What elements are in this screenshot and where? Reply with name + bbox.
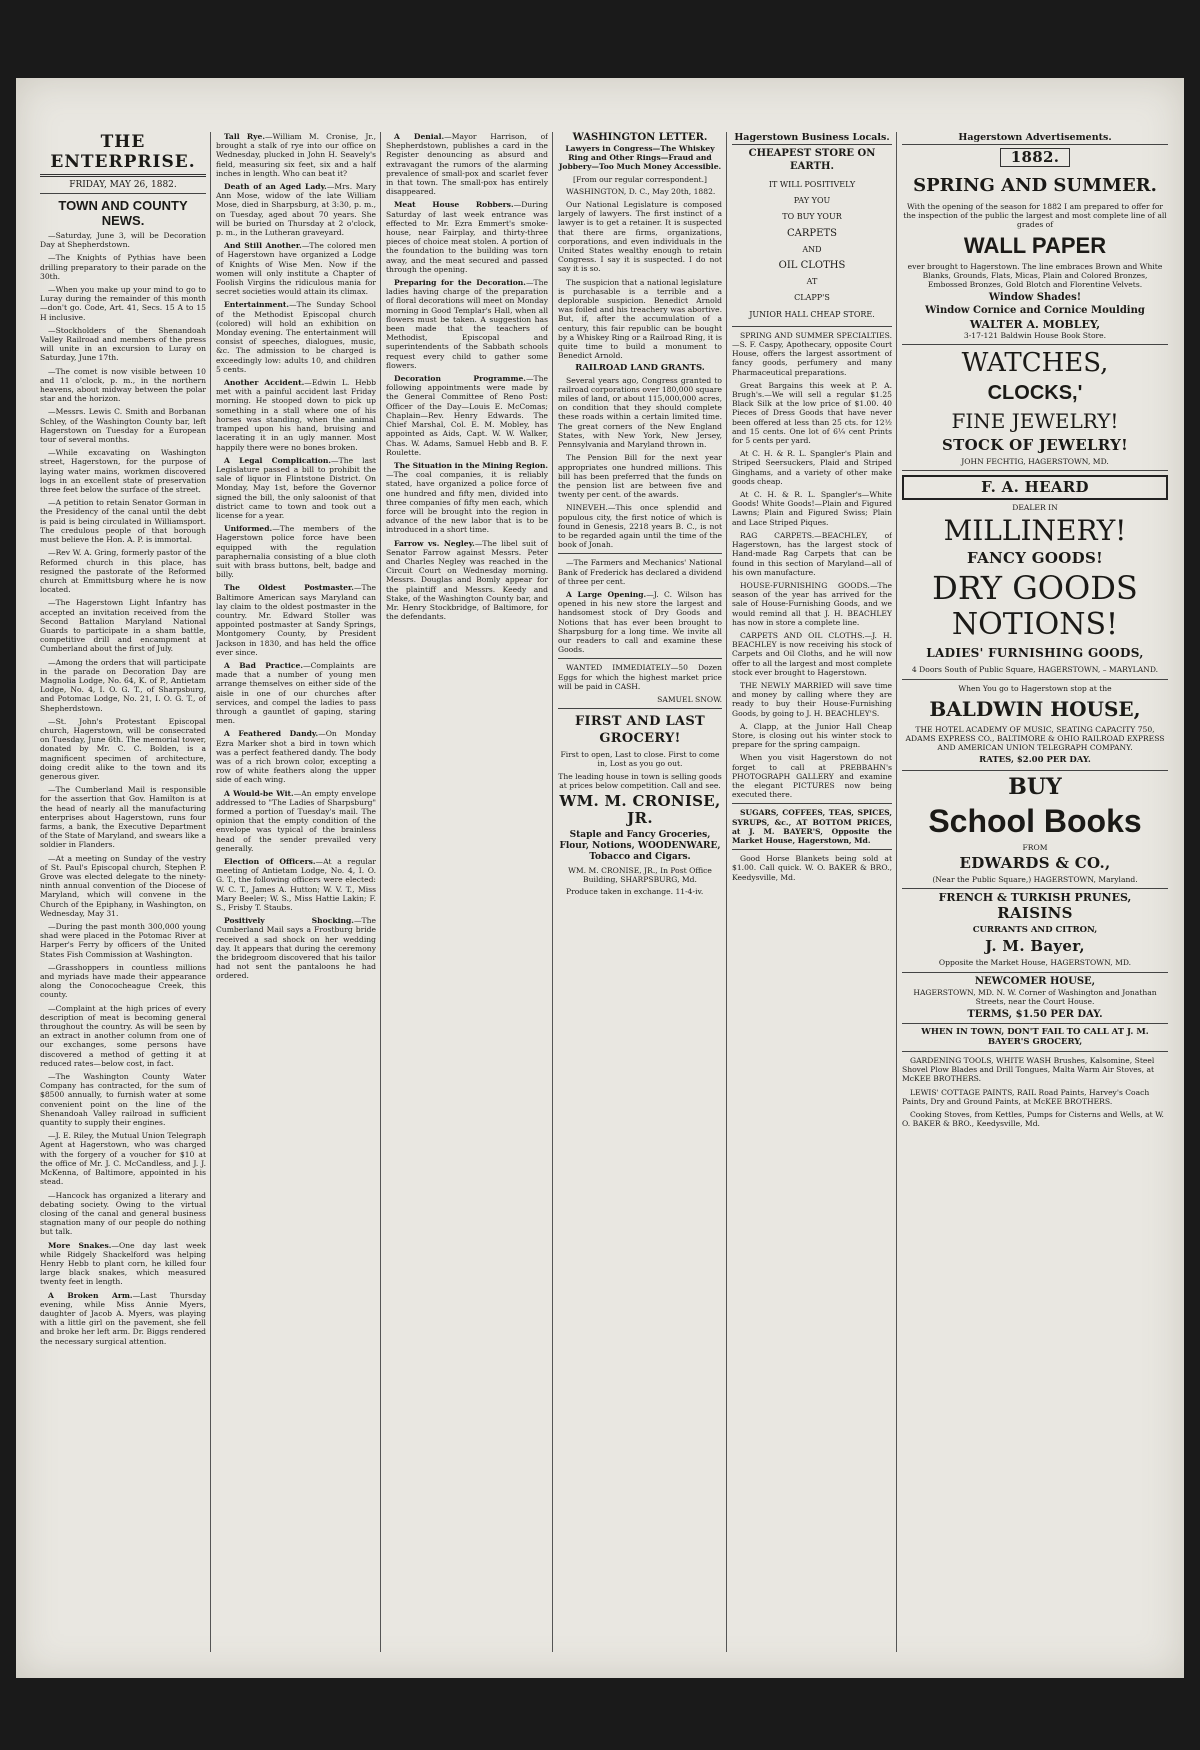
wallpaper-text: ever brought to Hagerstown. The line embraces Brown and White Blanks, Grounds, Flats, Micas, Plain and Colored Bronzes, Embossed Bronzes, Gold Blotch and Florentine Velvets. bbox=[907, 261, 1163, 290]
mobley-name: WALTER A. MOBLEY, bbox=[969, 317, 1101, 331]
paints-ad: LEWIS' COTTAGE PAINTS, RAIL Road Paints, Harvey's Coach Paints, Dry and Ground Paints, at McKEE BROTHERS. bbox=[902, 1087, 1150, 1106]
column-3 bbox=[386, 132, 548, 1652]
letter-subheading: Lawyers in Congress—The Whiskey Ring and Other Rings—Fraud and Jobbery—Too Much Money Accessible. bbox=[558, 144, 722, 172]
mobley-address: 3-17-121 Baldwin House Book Store. bbox=[963, 330, 1107, 340]
wanted-notice: WANTED IMMEDIATELY—50 Dozen Eggs for which the highest market price will be paid in CASH. bbox=[558, 663, 722, 691]
masthead-title: THE ENTERPRISE. bbox=[40, 132, 206, 177]
article bbox=[216, 132, 376, 178]
article-text: —On Monday Ezra Marker shot a bird in town which was a perfect feathered dandy. The body was of a rich brown color, excepting a row of white feathers along the upper side of each wing. bbox=[216, 729, 376, 785]
article-text: —The members of the Hagerstown police force have been equipped with the regulation paraphernalia consisting of a blue cloth suit with brass buttons, belt, badge and billy. bbox=[216, 524, 376, 580]
news-item: —A petition to retain Senator Gorman in the Presidency of the canal until the debt is paid is being circulated in Williamsport. The credulous people of that borough must believe the Hon. A. P. is immortal. bbox=[40, 498, 206, 545]
article-text: —One day last week while Ridgely Shackelford was helping Henry Hebb to plant corn, he killed four large black snakes, which measured twenty feet in length. bbox=[40, 1240, 206, 1287]
cheap-store-line: AND bbox=[802, 244, 822, 254]
correspondent-note: [From our regular correspondent.] bbox=[573, 174, 707, 184]
article bbox=[216, 661, 376, 725]
subheading: RAILROAD LAND GRANTS. bbox=[575, 363, 705, 374]
drygoods-title: DRY GOODS bbox=[932, 569, 1138, 608]
article-heading: Decoration Programme. bbox=[394, 374, 526, 384]
edwards-name: EDWARDS & CO., bbox=[959, 853, 1111, 872]
article-text: —The Sunday School of the Methodist Episcopal church (colored) will hold an exhibition on Monday evening. The entertainment will consist of speeches, dialogues, music, &c. The admission to be charged is exceedingly low: adults 10, and children 5 cents. bbox=[216, 300, 376, 374]
news-item: —The Cumberland Mail is responsible for the assertion that Gov. Hamilton is at the head of nearly all the manufacturing enterprises about Hagerstown, runs four farms, a bank, the Executive Department of the State of Maryland, and swears like a soldier in Flanders. bbox=[40, 785, 206, 850]
article-text: —The Baltimore American says Maryland can lay claim to the oldest postmaster in the country. Mr. Edward Stoller was appointed postmaster at Sandy Springs, Montgomery County, by President Jackson in 1830, and has held the office ever since. bbox=[216, 583, 376, 657]
clocks-title: CLOCKS,' bbox=[987, 382, 1083, 405]
news-item: —When you make up your mind to go to Luray during the remainder of this month—don't go. Code, Art. 41, Secs. 15 A to 15 H inclusive. bbox=[40, 285, 206, 322]
article-text: —Last Thursday evening, while Miss Annie Myers, daughter of Jacob A. Myers, was playing with a little girl on the pavement, she fell and broke her left arm. Dr. Biggs rendered the necessary surgical attention. bbox=[40, 1290, 206, 1346]
news-item: —The Hagerstown Light Infantry has accepted an invitation received from the Second Battalion Maryland National Guards to participate in a sham battle, competitive drill and encampment at Cumberland about the first of July. bbox=[40, 598, 206, 654]
article-heading: A Broken Arm. bbox=[48, 1290, 133, 1300]
article-heading: The Situation in the Mining Region. bbox=[394, 460, 548, 470]
news-item: —Complaint at the high prices of every description of meat is becoming general throughout the country. As will be seen by an extract in another column from one of our exchanges, some persons have discovered a method of getting it at reduced rates—below cost, in fact. bbox=[40, 1003, 206, 1068]
wallpaper-title: WALL PAPER bbox=[963, 232, 1107, 258]
local-item: SPRING AND SUMMER SPECIALTIES.—S. F. Caspy, Apothecary, opposite Court House, offers the largest assortment of fancy goods, perfumery and many Pharmaceutical preparations. bbox=[732, 330, 892, 377]
ads-heading: Hagerstown Advertisements. bbox=[902, 132, 1168, 145]
news-item: —The Washington County Water Company has contracted, for the sum of $8500 annually, to furnish water at some convenient point on the line of the Shenandoah Valley railroad in sufficient quantity to supply their engines. bbox=[40, 1072, 206, 1128]
article-heading: Positively Shocking. bbox=[224, 916, 354, 926]
baldwin-lead: When You go to Hagerstown stop at the bbox=[958, 683, 1112, 693]
column-5 bbox=[732, 132, 892, 1652]
article-heading: Entertainment. bbox=[224, 300, 290, 310]
article-heading: The Oldest Postmaster. bbox=[224, 583, 354, 593]
article-heading: Another Accident. bbox=[224, 378, 305, 388]
section-heading: TOWN AND COUNTY NEWS. bbox=[58, 198, 188, 228]
article-text: —Complaints are made that a number of young men arrange themselves on either side of the aisle in one of our churches after services, and compel the ladies to pass through a gauntlet of gaping, staring men. bbox=[216, 660, 376, 726]
article-text: —Mayor Harrison, of Shepherdstown, publishes a card in the Register denouncing as absurd and extravagant the rumors of the alarming prevalence of small-pox and scarlet fever in that town. The small-pox has entirely disappeared. bbox=[386, 132, 548, 197]
watches-title: WATCHES, bbox=[961, 348, 1109, 379]
article bbox=[216, 916, 376, 980]
intown-ad: WHEN IN TOWN, DON'T FAIL TO CALL AT J. M. BAYER'S GROCERY, bbox=[921, 1027, 1149, 1047]
article-heading: A Bad Practice. bbox=[224, 660, 303, 670]
grocery-owner: WM. M. CRONISE, JR. bbox=[559, 791, 721, 827]
newcomer-address: HAGERSTOWN, MD. N. W. Corner of Washington and Jonathan Streets, near the Court House. bbox=[913, 987, 1157, 1007]
article-heading: A Legal Complication. bbox=[224, 455, 332, 465]
letter-paragraph: Our National Legislature is composed largely of lawyers. The first instinct of a lawyer is to get a retainer. It is suspected that there are firms, organizations, corporations, and even individuals in the United States wealthy enough to retain Congress. I say it is suspected. I do not say it is so. bbox=[558, 200, 722, 274]
article bbox=[216, 182, 376, 237]
grocery-title: FIRST AND LAST GROCERY! bbox=[575, 714, 705, 747]
bayer-name: J. M. Bayer, bbox=[985, 937, 1085, 956]
news-item: —During the past month 300,000 young shad were placed in the Potomac River at Harper's Ferry by officers of the United States Fish Commission at Washington. bbox=[40, 922, 206, 959]
article bbox=[216, 300, 376, 374]
column-rule bbox=[552, 132, 553, 1652]
news-item: —Saturday, June 3, will be Decoration Day at Shepherdstown. bbox=[40, 231, 206, 250]
cheap-store-line: CLAPP'S bbox=[794, 293, 830, 303]
letter-paragraph: The suspicion that a national legislature is purchasable is a terrible and a deplorable suspicion. Benedict Arnold was foiled and his treachery was abortive. But, if, after the accumulation of a century, this fair republic can be bought by a Whiskey Ring or a Railroad Ring, it is quite time to build a monument to Benedict Arnold. bbox=[558, 277, 722, 361]
article bbox=[386, 132, 548, 196]
news-item: —J. E. Riley, the Mutual Union Telegraph Agent at Hagerstown, who was charged with the forgery of a voucher for $10 at the office of Mr. J. C. McCandless, and J. J. McKenna, of Baltimore, appointed in his stead. bbox=[40, 1131, 206, 1187]
news-item: —Stockholders of the Shenandoah Valley Railroad and members of the press will unite in an excursion to Luray on Saturday, June 17th. bbox=[40, 325, 206, 363]
cheap-store-line: IT WILL POSITIVELY bbox=[768, 180, 856, 189]
local-items bbox=[732, 331, 892, 800]
notions-title: NOTIONS! bbox=[951, 607, 1119, 643]
furnishing-title: LADIES' FURNISHING GOODS, bbox=[926, 646, 1144, 661]
wanted-signature: SAMUEL SNOW. bbox=[657, 694, 722, 704]
letter-heading: WASHINGTON LETTER. bbox=[572, 132, 708, 143]
column-rule bbox=[210, 132, 211, 1652]
spring-title: SPRING AND SUMMER. bbox=[913, 175, 1157, 196]
article-text: —Edwin L. Hebb met with a painful accident last Friday morning. He stooped down to pick up something in a stall where one of his horses was standing, when the animal tramped upon his hand, bruising and lacerating it in an ugly manner. Most happily there were no bones broken. bbox=[216, 378, 376, 452]
news-item: —The comet is now visible between 10 and 11 o'clock, p. m., in the northern heavens, about midway between the polar star and the horizon. bbox=[40, 366, 206, 404]
article bbox=[216, 857, 376, 912]
article-heading: Uniformed. bbox=[224, 524, 273, 534]
article-heading: Death of an Aged Lady. bbox=[224, 182, 327, 192]
raisins-title: RAISINS bbox=[997, 904, 1073, 923]
spring-text: With the opening of the season for 1882 I am prepared to offer for the inspection of the public the largest and most complete line of all grades of bbox=[903, 202, 1167, 230]
heard-name: F. A. HEARD bbox=[902, 475, 1168, 500]
column-rule bbox=[726, 132, 727, 1652]
dateline: WASHINGTON, D. C., May 20th, 1882. bbox=[566, 186, 716, 196]
bank-notice: —The Farmers and Mechanics' National Bank of Frederick has declared a dividend of three per cent. bbox=[558, 558, 722, 586]
article bbox=[216, 241, 376, 296]
jewelry-stock: STOCK OF JEWELRY! bbox=[942, 436, 1128, 455]
column-4 bbox=[558, 132, 722, 1652]
shades-title: Window Shades! bbox=[988, 292, 1082, 304]
currants-title: CURRANTS AND CITRON, bbox=[972, 925, 1098, 936]
schoolbooks-title: School Books bbox=[928, 802, 1142, 839]
local-item: A. Clapp, at the Junior Hall Cheap Store, is closing out his winter stock to prepare for the spring campaign. bbox=[732, 721, 892, 750]
letter-paragraph: The Pension Bill for the next year appropriates one hundred millions. This bill has been preferred that the funds on the pension list are between five and twenty per cent. of the awards. bbox=[558, 453, 722, 500]
letter-paragraph: Several years ago, Congress granted to railroad corporations over 180,000 square miles of land, or about 115,000,000 acres, on condition that they should complete these roads within a certain limited time. The great corners of the New England States, with New York, New Jersey, Pennsylvania and Maryland thrown in. bbox=[558, 375, 722, 450]
article-heading: A Feathered Dandy. bbox=[224, 729, 319, 739]
dealer-in: DEALER IN bbox=[1012, 503, 1058, 513]
local-item: HOUSE-FURNISHING GOODS.—The season of the year has arrived for the sale of House-Furnishing Goods, and we would remind all that J. H. BEACHLEY has now in store a complete line. bbox=[732, 580, 892, 627]
cheap-store-line: JUNIOR HALL CHEAP STORE. bbox=[749, 309, 875, 319]
cheap-store-line: AT bbox=[806, 277, 818, 287]
local-item: CARPETS AND OIL CLOTHS.—J. H. BEACHLEY is now receiving his stock of Carpets and Oil Cloths, and he will now offer to all the largest and most complete stock ever brought to Hagerstown. bbox=[732, 630, 892, 677]
bayer-address: Opposite the Market House, HAGERSTOWN, MD. bbox=[938, 958, 1132, 968]
letter-paragraph: NINEVEH.—This once splendid and populous city, the first notice of which is found in Genesis, 2218 years B. C., is not to be regarded again until the time of the book of Jonah. bbox=[558, 503, 722, 550]
garden-ad: GARDENING TOOLS, WHITE WASH Brushes, Kalsomine, Steel Shovel Plow Blades and Drill Tongues, Malta Warm Air Stoves, at McKEE BROTHERS. bbox=[902, 1055, 1155, 1084]
article-text: —William M. Cronise, Jr., brought a stalk of rye into our office on Wednesday, plucked in John H. Seavely's field, measuring six feet, six and a half inches in length. Who can beat it? bbox=[216, 132, 376, 178]
local-item: When you visit Hagerstown do not forget to call at PREBBAHN's PHOTOGRAPH GALLERY and examine the elegant PICTURES now being executed there. bbox=[732, 753, 892, 800]
article-text: —The colored men of Hagerstown have organized a Lodge of Knights of Wise Men. Now if the women will only institute a Chapter of Foolish Virgins the ridiculous mania for secret societies would attain its climax. bbox=[216, 241, 376, 297]
article-heading: Tall Rye. bbox=[224, 132, 266, 141]
cheap-store-title: CHEAPEST STORE ON EARTH. bbox=[748, 148, 876, 172]
article-heading: Meat House Robbers. bbox=[394, 200, 514, 210]
news-item: —St. John's Protestant Episcopal church, Hagerstown, will be consecrated on Tuesday, June 6th. The memorial tower, donated by Mr. C. C. Bolden, is a magnificent specimen of architecture, doing credit alike to the town and its generous giver. bbox=[40, 716, 206, 781]
article-heading: And Still Another. bbox=[224, 241, 302, 251]
article bbox=[216, 729, 376, 784]
article-text: —The last Legislature passed a bill to prohibit the sale of liquor in Flintstone District. On Monday, May 1st, before the Governor signed the bill, the only saloonist of that district came to town and took out a license for a year. bbox=[216, 455, 376, 520]
grocery-line: The leading house in town is selling goods at prices below competition. Call and see. bbox=[558, 771, 722, 790]
news-items bbox=[40, 231, 206, 1237]
news-item: —Hancock has organized a literary and debating society. Owing to the virtual closing of the canal and general business stagnation many of our people do nothing but talk. bbox=[40, 1190, 206, 1237]
column-1 bbox=[40, 132, 206, 1652]
column-rule bbox=[380, 132, 381, 1652]
local-item: THE NEWLY MARRIED will save time and money by calling where they are ready to buy their House-Furnishing Goods, by going to J. H. BEACHLEY'S. bbox=[732, 680, 892, 718]
article bbox=[216, 456, 376, 520]
news-item: —Among the orders that will participate in the parade on Decoration Day are Magnolia Lodge, No. 64, K. of P., Antietam Lodge, No. 4, I. O. G. T., of Sharpsburg, and Potomac Lodge, No. 21, I. O. G. T., of Shepherdstown. bbox=[40, 657, 206, 713]
article-text: —The coal companies, it is reliably stated, have organized a police force of one hundred and fifty men, divided into three companies of fifty men each, which force will be brought into the region in advance of the new labor that is to be introduced in a short time. bbox=[386, 470, 548, 535]
article bbox=[216, 583, 376, 657]
cheap-store-line: OIL CLOTHS bbox=[778, 260, 846, 272]
prunes-title: FRENCH & TURKISH PRUNES, bbox=[938, 891, 1132, 905]
locals-heading: Hagerstown Business Locals. bbox=[732, 132, 892, 145]
blankets-ad: Good Horse Blankets being sold at $1.00. Call quick. W. O. BAKER & BRO., Keedysville, Md. bbox=[732, 854, 892, 882]
cooking-ad: Cooking Stoves, from Kettles, Pumps for Cisterns and Wells, at W. O. BAKER & BRO., Keedysville, Md. bbox=[902, 1109, 1164, 1129]
news-item: —While excavating on Washington street, Hagerstown, for the purpose of laying water mains, workmen discovered logs in an excellent state of preservation three feet below the surface of the street. bbox=[40, 448, 206, 495]
newcomer-terms: TERMS, $1.50 PER DAY. bbox=[967, 1009, 1103, 1021]
cheap-store-line: TO BUY YOUR bbox=[782, 212, 842, 222]
grocery-line: First to open, Last to close. First to come in, Lost as you go out. bbox=[560, 750, 720, 769]
article-text: —At a regular meeting of Antietam Lodge, No. 4, I. O. G. T., the following officers were elected: W. C. T., James A. Hutton; W. V. T., Miss Mary Beeler; W. S., Miss Hattie Lakin; F. S., Frisby T. Staubs. bbox=[216, 857, 376, 913]
article bbox=[386, 374, 548, 457]
baldwin-rates: RATES, $2.00 PER DAY. bbox=[979, 755, 1091, 766]
fine-jewelry-title: FINE JEWELRY! bbox=[951, 409, 1119, 434]
article-heading: Farrow vs. Negley. bbox=[394, 538, 475, 548]
news-item: —Grasshoppers in countless millions and myriads have made their appearance along the Conococheague Creek, this county. bbox=[40, 962, 206, 1000]
grocery-signature: WM. M. CRONISE, JR., In Post Office Building, SHARPSBURG, Md. bbox=[568, 865, 712, 885]
article bbox=[386, 278, 548, 370]
issue-date: FRIDAY, MAY 26, 1882. bbox=[40, 177, 206, 194]
article-heading: Preparing for the Decoration. bbox=[394, 278, 526, 288]
article-text: —The ladies having charge of the preparation of floral decorations will meet on Monday morning in Good Templar's Hall, when all flowers must be taken. A suggestion has been made that the teachers of Methodist, Episcopal and superintendents of the Sabbath schools request every child to gather some flowers. bbox=[386, 278, 548, 370]
local-item: At C. H. & R. L. Spangler's—White Goods! White Goods!—Plain and Figured Lawns; Plain and Figured Swiss; Plain and Lace Striped Piques. bbox=[732, 490, 892, 527]
article-text: —An empty envelope addressed to "The Ladies of Sharpsburg" formed a portion of Tuesday's mail. The opinion that the empty condition of the envelope was typical of the brainless head of the sender prevailed very generally. bbox=[216, 788, 376, 853]
local-item: Great Bargains this week at P. A. Brugh's.—We will sell a regular $1.25 Black Silk at the low price of $1.00. 40 Pieces of Dress Goods that have never been offered at less than 25 cts. for 12½ and 15 cents. One lot of 6¼ cent Prints for 5 cents per yard. bbox=[732, 380, 892, 446]
column-6 bbox=[902, 132, 1168, 1652]
cheap-store-line: PAY YOU bbox=[793, 196, 831, 206]
article bbox=[386, 461, 548, 535]
fancy-goods-title: FANCY GOODS! bbox=[967, 549, 1103, 568]
article-text: —During Saturday of last week entrance was effected to Mr. Ezra Emmert's smoke-house, near Fairplay, and thirty-three pieces of choice meat stolen. A portion of the foundation to the building was torn away, and the meat secured and passed through the opening. bbox=[386, 200, 548, 274]
sugars-ad: SUGARS, COFFEES, TEAS, SPICES, SYRUPS, &c., AT BOTTOM PRICES, at J. M. BAYER'S, Opposite the Market House, Hagerstown, Md. bbox=[732, 808, 892, 845]
article-text: —The Cumberland Mail says a Frostburg bride received a sad shock on her wedding day. It appears that during the ceremony the bridegroom discovered that his tailor had not sent the pantaloons he had ordered. bbox=[216, 916, 376, 981]
article bbox=[216, 378, 376, 452]
cornice-title: Window Cornice and Cornice Moulding bbox=[925, 305, 1145, 317]
news-item: —The Knights of Pythias have been drilling preparatory to their parade on the 30th. bbox=[40, 253, 206, 281]
newcomer-title: NEWCOMER HOUSE, bbox=[974, 975, 1096, 987]
article bbox=[216, 524, 376, 579]
buy-title: BUY bbox=[1008, 773, 1062, 800]
cheap-store-ad bbox=[732, 180, 892, 319]
article-heading: Election of Officers. bbox=[224, 857, 316, 867]
article bbox=[386, 539, 548, 622]
news-item: —Messrs. Lewis C. Smith and Borbanan Schley, of the Washington County bar, left Hagerstown on Tuesday for a European tour of several months. bbox=[40, 407, 206, 445]
news-item: —Rev W. A. Gring, formerly pastor of the Reformed church in this place, has resigned the pastorate of the Reformed church at Emmittsburg where he is now located. bbox=[40, 548, 206, 595]
article-heading: A Denial. bbox=[394, 132, 445, 141]
article-text: —Mrs. Mary Ann Mose, widow of the late William Mose, died in Sharpsburg, at 3:30, p. m., on Tuesday, aged about 70 years. She will be buried on Thursday at 2 o'clock, p. m., in the Lutheran graveyard. bbox=[216, 182, 376, 238]
article bbox=[386, 200, 548, 274]
newspaper-page bbox=[16, 78, 1184, 1678]
baldwin-text: THE HOTEL ACADEMY OF MUSIC, SEATING CAPACITY 750, ADAMS EXPRESS CO., BALTIMORE & OHIO RAILROAD EXPRESS AND AMERICAN UNION TELEGRAPH COMPANY. bbox=[905, 724, 1165, 753]
local-item: RAG CARPETS.—BEACHLEY, of Hagerstown, has the largest stock of Hand-made Rag Carpets that can be found in this section of Maryland—all of his own manufacture. bbox=[732, 530, 892, 577]
cheap-store-line: CARPETS bbox=[787, 227, 837, 239]
produce-note: Produce taken in exchange. 11-4-iv. bbox=[566, 887, 704, 897]
column-rule bbox=[896, 132, 897, 1652]
article-text: —J. C. Wilson has opened in his new store the largest and handsomest stock of Dry Goods and Notions that has ever been brought to Sharpsburg for a long time. We invite all our readers to call and examine these Goods. bbox=[558, 589, 722, 655]
column-2 bbox=[216, 132, 376, 1652]
article-heading: A Would-be Wit. bbox=[224, 788, 294, 798]
local-item: At C. H. & R. L. Spangler's Plain and Striped Seersuckers, Plaid and Striped Ginghams, and a variety of other make goods cheap. bbox=[732, 449, 892, 486]
heard-address: 4 Doors South of Public Square, HAGERSTOWN, – MARYLAND. bbox=[911, 665, 1159, 675]
year-box: 1882. bbox=[1000, 148, 1070, 167]
article-text: —The libel suit of Senator Farrow against Messrs. Peter and Charles Negley was reached in the Circuit Court on Wednesday morning. Messrs. Douglas and Bomly appear for the plaintiff and Messrs. Keedy and Stake, of the Washington County bar, and Mr. Henry Stockbridge, of Baltimore, for the defendants. bbox=[386, 538, 548, 622]
article-text: —The following appointments were made by the General Committee of Reno Post: Officer of the Day—Louis E. McComas; Chaplain—Rev. Henry Edwards. The Chief Marshal, Col. E. M. Mobley, has appointed as Aids, Capt. W. W. Walker, Chas. W. Adams, Samuel Hebb and B. F. Roulette. bbox=[386, 374, 548, 457]
news-item: —At a meeting on Sunday of the vestry of St. Paul's Episcopal church, Stephen P. Grove was elected delegate to the ninety-ninth annual convention of the Diocese of Maryland, which will convene in the Church of the Epiphany, in Washington, on Wednesday, May 31. bbox=[40, 853, 206, 918]
from-label: FROM bbox=[1022, 842, 1048, 852]
edwards-address: (Near the Public Square,) HAGERSTOWN, Maryland. bbox=[932, 874, 1138, 884]
millinery-title: MILLINERY! bbox=[943, 514, 1127, 548]
article-heading: More Snakes. bbox=[48, 1240, 112, 1250]
article bbox=[216, 789, 376, 853]
fechtig-name: JOHN FECHTIG, HAGERSTOWN, MD. bbox=[961, 457, 1109, 467]
baldwin-title: BALDWIN HOUSE, bbox=[929, 696, 1141, 721]
grocery-goods: Staple and Fancy Groceries, Flour, Notions, WOODENWARE, Tobacco and Cigars. bbox=[559, 829, 721, 862]
article-heading: A Large Opening. bbox=[566, 589, 647, 599]
